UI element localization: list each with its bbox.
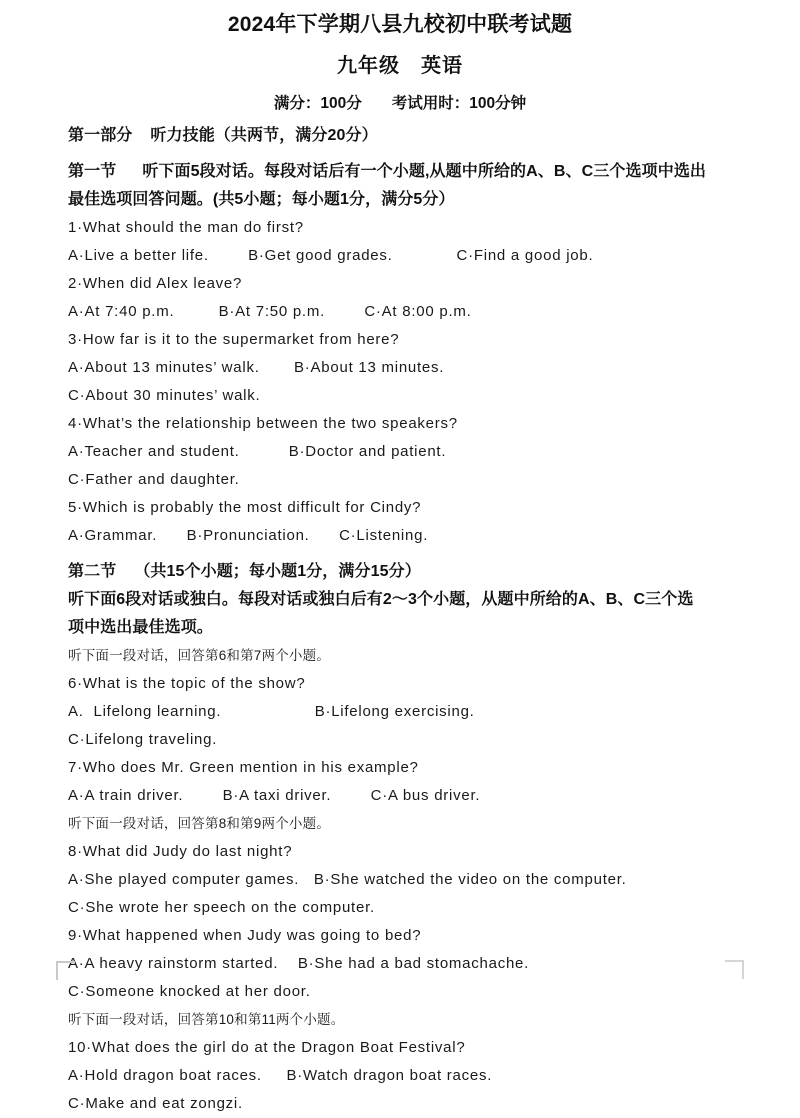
question-stem: 6·What is the topic of the show? bbox=[68, 675, 306, 693]
question-stem: 8·What did Judy do last night? bbox=[68, 843, 293, 861]
question-stem: 4·What’s the relationship between the two speakers? bbox=[68, 415, 458, 433]
question-options-row: C·Make and eat zongzi. bbox=[68, 1095, 243, 1113]
section-one-text-line2: 最佳选项回答问题。(共5小题；每小题1分，满分5分） bbox=[68, 191, 455, 209]
section-two-label: 第二节 bbox=[68, 563, 117, 581]
question-stem: 7·Who does Mr. Green mention in his example? bbox=[68, 759, 419, 777]
question-options-row: C·Father and daughter. bbox=[68, 471, 240, 489]
section-two-text-line2: 项中选出最佳选项。 bbox=[68, 619, 213, 637]
question-options-row: A·She played computer games. B·She watched the video on the computer. bbox=[68, 871, 627, 889]
question-stem: 3·How far is it to the supermarket from here? bbox=[68, 331, 400, 349]
question-options-row: A·Teacher and student. B·Doctor and patient. bbox=[68, 443, 447, 461]
score-and-time-line bbox=[68, 94, 732, 114]
group-instruction: 听下面一段对话，回答第8和第9两个小题。 bbox=[68, 816, 331, 832]
question-options-row: A·About 13 minutes’ walk. B·About 13 minutes. bbox=[68, 359, 445, 377]
question-options-row: A·Live a better life. B·Get good grades. C·Find a good job. bbox=[68, 247, 594, 265]
part-one-label: 第一部分 bbox=[68, 127, 133, 145]
exam-duration-label: 考试用时：100分钟 bbox=[391, 95, 527, 113]
section-two-text-line1: 听下面6段对话或独白。每段对话或独白后有2～3个小题，从题中所给的A、B、C三个选 bbox=[68, 591, 694, 609]
question-options-row: C·Lifelong traveling. bbox=[68, 731, 218, 749]
group-instruction: 听下面一段对话，回答第6和第7两个小题。 bbox=[68, 648, 331, 664]
section-two-score-note: （共15个小题；每小题1分，满分15分） bbox=[134, 563, 421, 581]
document-content bbox=[68, 0, 732, 1118]
question-options-row: A·A train driver. B·A taxi driver. C·A bus driver. bbox=[68, 787, 481, 805]
question-options-row: A·At 7:40 p.m. B·At 7:50 p.m. C·At 8:00 p.m. bbox=[68, 303, 472, 321]
question-options-row: C·She wrote her speech on the computer. bbox=[68, 899, 375, 917]
part-one-text: 听力技能（共两节，满分20分） bbox=[150, 127, 378, 145]
question-stem: 2·When did Alex leave? bbox=[68, 275, 243, 293]
section-one-text-line1: 听下面5段对话。每段对话后有一个小题,从题中所给的A、B、C三个选项中选出 bbox=[142, 163, 707, 181]
section-one-heading bbox=[68, 158, 732, 186]
question-options-row: A. Lifelong learning. B·Lifelong exercising. bbox=[68, 703, 475, 721]
total-score-label: 满分：100分 bbox=[273, 95, 362, 113]
question-options-row: C·Someone knocked at her door. bbox=[68, 983, 311, 1001]
page-title: 2024年下学期八县九校初中联考试题 bbox=[227, 13, 573, 36]
question-stem: 1·What should the man do first? bbox=[68, 219, 304, 237]
question-options-row: A·Hold dragon boat races. B·Watch dragon boat races. bbox=[68, 1067, 493, 1085]
question-options-row: A·Grammar. B·Pronunciation. C·Listening. bbox=[68, 527, 429, 545]
question-options-row: A·A heavy rainstorm started. B·She had a bad stomachache. bbox=[68, 955, 530, 973]
section-two-heading bbox=[68, 558, 732, 586]
question-stem: 10·What does the girl do at the Dragon Boat Festival? bbox=[68, 1039, 466, 1057]
document-subtitle: 九年级 英语 bbox=[337, 55, 463, 78]
question-stem: 5·Which is probably the most difficult for Cindy? bbox=[68, 499, 422, 517]
section-one-label: 第一节 bbox=[68, 163, 117, 181]
group-instruction: 听下面一段对话，回答第10和第11两个小题。 bbox=[68, 1012, 345, 1028]
question-options-row: C·About 30 minutes’ walk. bbox=[68, 387, 261, 405]
question-stem: 9·What happened when Judy was going to bed? bbox=[68, 927, 422, 945]
part-one-heading bbox=[68, 122, 732, 150]
